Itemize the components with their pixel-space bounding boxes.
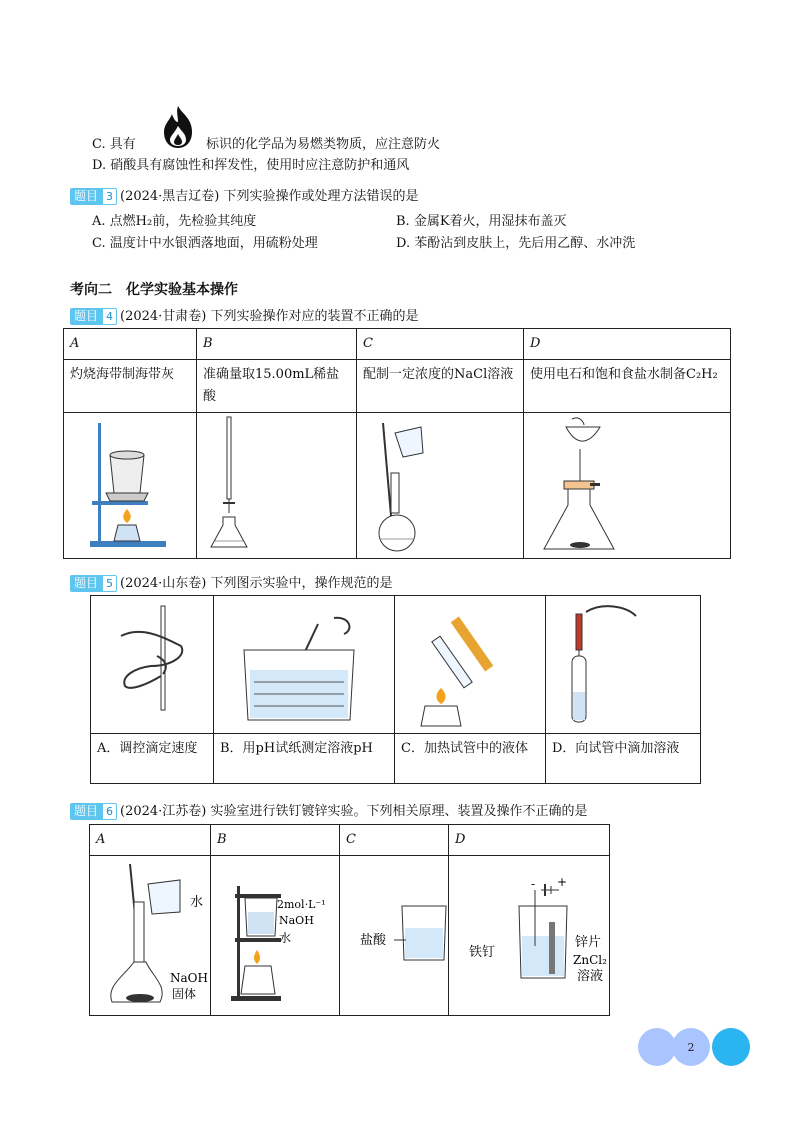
q3-stem-line [70,185,419,205]
q4-tag: 题目 [70,308,102,325]
q3-tag: 题目 [70,188,102,205]
gas-generator-diagram [524,413,730,557]
heating-test-tube-diagram [395,596,545,732]
label-minus-d: - [531,877,536,891]
q5-table [90,595,701,784]
section-title: 考向二 化学实验基本操作 [70,282,238,298]
label-naoh-a: NaOH [170,971,208,985]
label-solution-d: 溶液 [577,969,604,984]
q6-stem-line [70,800,588,820]
q5-text-a: A．调控滴定速度 [91,734,214,784]
heating-naoh-diagram [211,856,339,1014]
label-water-a: 水 [190,895,204,910]
q6-header-d: D [449,825,610,856]
q5-stem: (2024·山东卷) 下列图示实验中，操作规范的是 [120,576,393,591]
q5-tag: 题目 [70,575,102,592]
q6-figure-a [90,856,211,1016]
volumetric-flask-diagram [357,413,523,557]
flammable-icon [158,104,198,150]
label-zinc-d: 锌片 [575,935,602,950]
q5-text-d: D．向试管中滴加溶液 [546,734,701,784]
hcl-beaker-diagram [340,856,448,1014]
q4-header-d: D [524,329,731,360]
q5-figure-c [395,596,546,734]
q5-number: 5 [102,575,117,592]
label-zncl-d: ZnCl₂ [573,953,607,967]
label-solid-a: 固体 [172,987,197,1001]
dissolving-naoh-diagram [90,856,210,1014]
label-hcl-c: 盐酸 [360,933,387,948]
q4-stem-line [70,305,419,325]
q6-number: 6 [102,803,117,820]
label-water-b: 水 [279,931,292,945]
q4-stem: (2024·甘肃卷) 下列实验操作对应的装置不正确的是 [120,309,419,324]
option-c-suffix: 标识的化学品为易燃类物质，应注意防火 [206,137,441,152]
q6-header-a: A [90,825,211,856]
q4-figure-d [524,413,731,559]
option-c-line [92,133,136,152]
q6-header-b: B [211,825,340,856]
q5-figure-d [546,596,701,734]
q4-text-b: 准确量取15.00mL稀盐酸 [197,360,357,413]
q3-stem: (2024·黑吉辽卷) 下列实验操作或处理方法错误的是 [120,189,419,204]
q6-figure-b [211,856,340,1016]
q5-figure-b [214,596,395,734]
q4-header-a: A [64,329,197,360]
q6-figure-d [449,856,610,1016]
q6-tag: 题目 [70,803,102,820]
q3-option-c: C. 温度计中水银洒落地面，用硫粉处理 [92,236,318,251]
q4-figure-a [64,413,197,559]
q6-header-c: C [340,825,449,856]
q5-stem-line [70,572,393,592]
label-nail-d: 铁钉 [469,945,496,960]
q4-figure-b [197,413,357,559]
page-number: 2 [687,1041,695,1054]
q5-text-b: B．用pH试纸测定溶液pH [214,734,395,784]
q4-text-d: 使用电石和饱和食盐水制备C₂H₂ [524,360,731,413]
burette-flask-diagram [197,413,355,557]
crucible-burner-diagram [64,413,196,557]
q4-text-c: 配制一定浓度的NaCl溶液 [357,360,524,413]
q5-figure-a [91,596,214,734]
q5-text-c: C．加热试管中的液体 [395,734,546,784]
q6-table [89,824,610,1016]
ph-paper-diagram [214,596,394,732]
q3-option-a: A. 点燃H₂前，先检验其纯度 [92,214,257,229]
dropper-diagram [546,596,696,732]
q6-stem: (2024·江苏卷) 实验室进行铁钉镀锌实验。下列相关原理、装置及操作不正确的是 [120,804,588,819]
q4-text-a: 灼烧海带制海带灰 [64,360,197,413]
label-plus-d: + [557,875,568,889]
page-number-badge [637,1027,751,1067]
q4-header-b: B [197,329,357,360]
q6-figure-c [340,856,449,1016]
q4-header-c: C [357,329,524,360]
titration-hand-diagram [91,596,213,732]
q3-option-d: D. 苯酚沾到皮肤上，先后用乙醇、水冲洗 [396,236,636,251]
electroplating-diagram [449,856,609,1014]
label-conc-b: 2mol·L⁻¹ [277,898,326,911]
option-c-prefix: C. 具有 [92,137,136,152]
option-d: D. 硝酸具有腐蚀性和挥发性，使用时应注意防护和通风 [92,158,410,173]
q3-number: 3 [102,188,117,205]
q4-number: 4 [102,308,117,325]
q3-option-b: B. 金属K着火，用湿抹布盖灭 [396,214,567,229]
q4-table [63,328,731,559]
q4-figure-c [357,413,524,559]
label-naoh-b: NaOH [279,914,314,927]
